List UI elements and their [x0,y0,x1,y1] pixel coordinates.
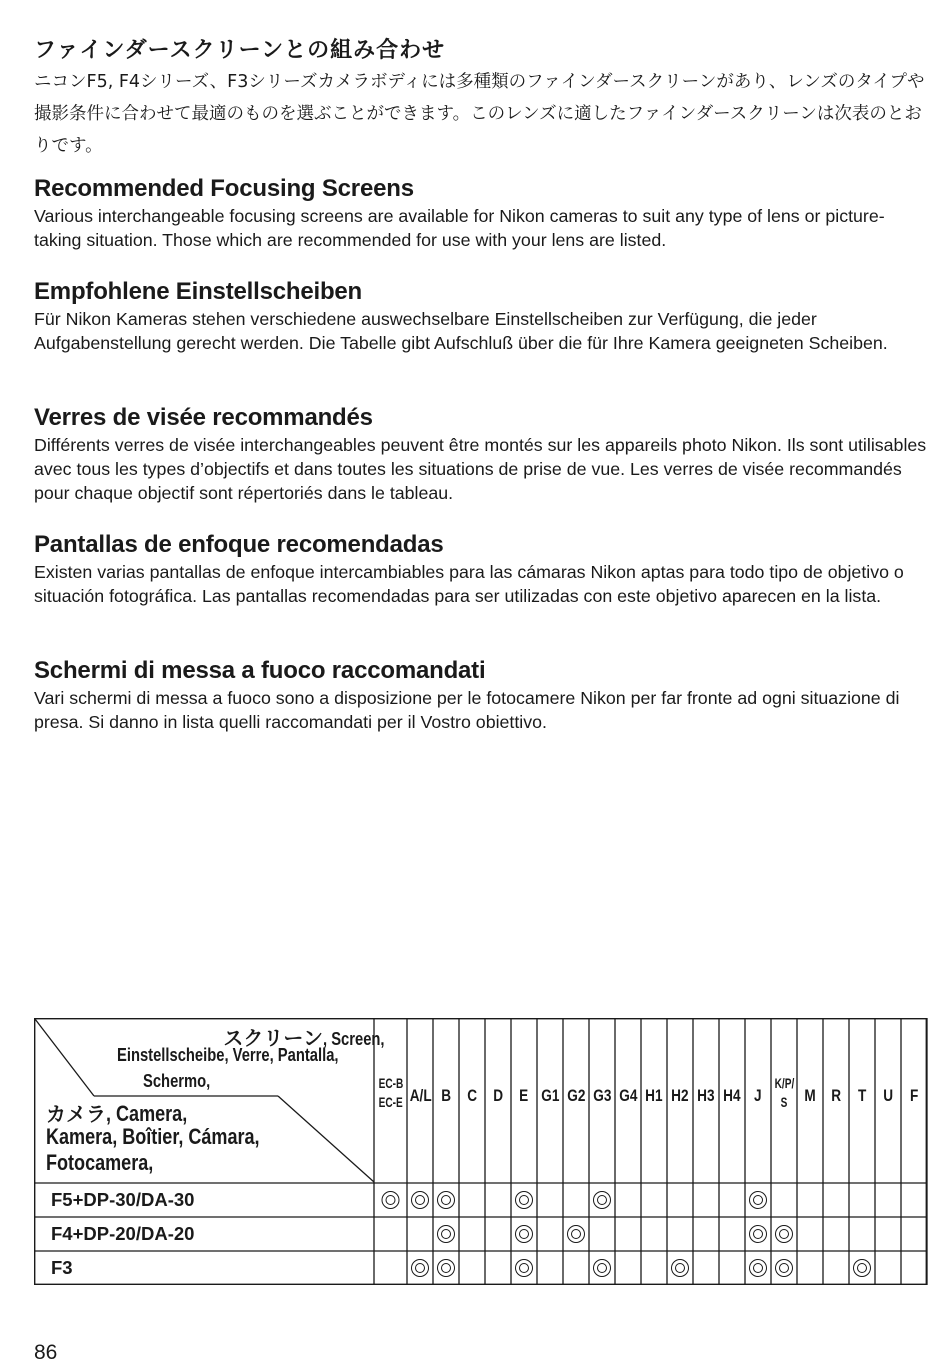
recommended-mark [516,1226,533,1243]
recommended-mark [594,1260,611,1277]
jp-title: ファインダースクリーンとの組み合わせ [34,38,446,63]
column-header [615,1086,641,1106]
column-header [719,1086,745,1106]
recommended-mark [516,1192,533,1209]
camera-header-en: , Camera, [106,1101,188,1126]
column-header-label: G4 [618,1086,638,1105]
column-header-label: J [754,1086,762,1105]
column-header-line1: EC-B [378,1075,404,1091]
column-header [433,1086,459,1106]
column-header-label: U [883,1086,893,1105]
section-it-title: Schermi di messa a fuoco raccomandati [34,657,486,684]
column-header-label: G3 [592,1086,612,1105]
screen-header-jp: スクリーン [223,1026,323,1050]
section-es [34,530,930,608]
recommended-mark [568,1226,585,1243]
section-it [34,656,930,734]
recommended-mark [776,1260,793,1277]
page-number: 86 [34,1341,58,1364]
table-row-camera: F3 [51,1257,73,1278]
section-fr-title: Verres de visée recommandés [34,404,373,431]
column-header [875,1086,901,1106]
section-de-body: Für Nikon Kameras stehen verschiedene auswechselbare Einstellscheiben zur Verfügung, die jeder Aufgabenstellung gerecht werden. Die Tabelle gibt Aufschluß über die für Ihre Kamera geeigneten Scheiben. [34,309,888,353]
column-header-line2: EC-E [378,1094,403,1110]
column-header-label: H4 [723,1086,741,1105]
section-it-body: Vari schermi di messa a fuoco sono a disposizione per le fotocamere Nikon per far fronte ad ogni situazione di presa. Si danno in lista quelli raccomandati per il Vostro obiettivo. [34,688,900,732]
column-header-line1: K/P/ [774,1075,795,1091]
section-fr [34,403,930,505]
column-header [374,1074,407,1112]
column-header [563,1086,589,1106]
recommended-mark [438,1192,455,1209]
header-diagonal-upper [35,1019,94,1096]
column-header [693,1086,719,1106]
recommended-mark [854,1260,871,1277]
recommended-mark [776,1226,793,1243]
column-header [407,1086,433,1106]
column-header [771,1074,797,1112]
section-de-title: Empfohlene Einstellscheiben [34,278,363,305]
column-header-label: H1 [645,1086,663,1105]
column-header-label: D [493,1086,503,1105]
column-header [511,1086,537,1106]
column-header-label: F [909,1086,919,1105]
column-header [485,1086,511,1106]
column-header-label: G2 [566,1086,586,1105]
recommended-mark [412,1260,429,1277]
focusing-screen-table [34,1018,928,1285]
column-header-label: G1 [540,1086,560,1105]
camera-header-line2: Kamera, Boîtier, Cámara, [46,1124,260,1149]
recommended-mark [750,1226,767,1243]
section-en-title: Recommended Focusing Screens [34,175,414,202]
column-header-label: B [441,1086,451,1105]
recommended-mark [412,1192,429,1209]
column-header [745,1086,771,1106]
screen-header-line2: Einstellscheibe, Verre, Pantalla, [117,1045,339,1065]
screen-header-en: , Screen, [322,1029,385,1049]
column-header-label: T [857,1086,867,1105]
column-header [537,1086,563,1106]
recommended-mark [750,1260,767,1277]
column-header-label: C [467,1086,477,1105]
column-header [797,1086,823,1106]
column-header-label: R [831,1086,841,1105]
section-de [34,277,930,355]
recommended-mark [438,1226,455,1243]
column-header [459,1086,485,1106]
recommended-mark [672,1260,689,1277]
column-header [667,1086,693,1106]
column-header [641,1086,667,1106]
recommended-mark [516,1260,533,1277]
recommended-mark [382,1192,399,1209]
section-en-body: Various interchangeable focusing screens are available for Nikon cameras to suit any type of lens or picture-taking situation. Those which are recommended for use with your lens are listed. [34,206,885,250]
screen-header-line3: Schermo, [143,1071,211,1091]
camera-header-line3: Fotocamera, [46,1150,154,1175]
column-header-label: A/L [409,1086,432,1105]
column-header [589,1086,615,1106]
jp-body: ニコンF5, F4シリーズ、F3シリーズカメラボディには多種類のファインダースクリーンがあり、レンズのタイプや撮影条件に合わせて最適のものを選ぶことができます。このレンズに適したファインダースクリーンは次表のとおりです。 [34,72,925,156]
camera-header-jp: カメラ [46,1102,106,1126]
header-diagonal-lower [278,1096,374,1182]
column-header-label: H3 [697,1086,715,1105]
column-header-line2: S [780,1094,788,1110]
column-header [823,1086,849,1106]
table-row-camera: F5+DP-30/DA-30 [51,1189,195,1210]
section-en [34,174,930,252]
column-header-label: M [804,1086,816,1105]
recommended-mark [594,1192,611,1209]
column-header-label: E [519,1086,529,1105]
column-header-label: H2 [671,1086,689,1105]
section-es-title: Pantallas de enfoque recomendadas [34,531,444,558]
column-header [849,1086,875,1106]
camera-header [46,1098,205,1127]
section-fr-body: Différents verres de visée interchangeables peuvent être montés sur les appareils photo Nikon. Ils sont utilisables avec tous les types d’objectifs et dans toutes les situations de prise de vue. Les verres de visée recommandés pour chaque objectif sont répertoriés dans le tableau. [34,435,927,503]
column-header [901,1086,927,1106]
section-es-body: Existen varias pantallas de enfoque intercambiables para las cámaras Nikon aptas para todo tipo de objetivo o situación fotográfica. Las pantallas recomendadas para ser utilizadas con este objetivo aparecen en la lista. [34,562,904,606]
recommended-mark [750,1192,767,1209]
table-row-camera: F4+DP-20/DA-20 [51,1223,195,1244]
recommended-mark [438,1260,455,1277]
